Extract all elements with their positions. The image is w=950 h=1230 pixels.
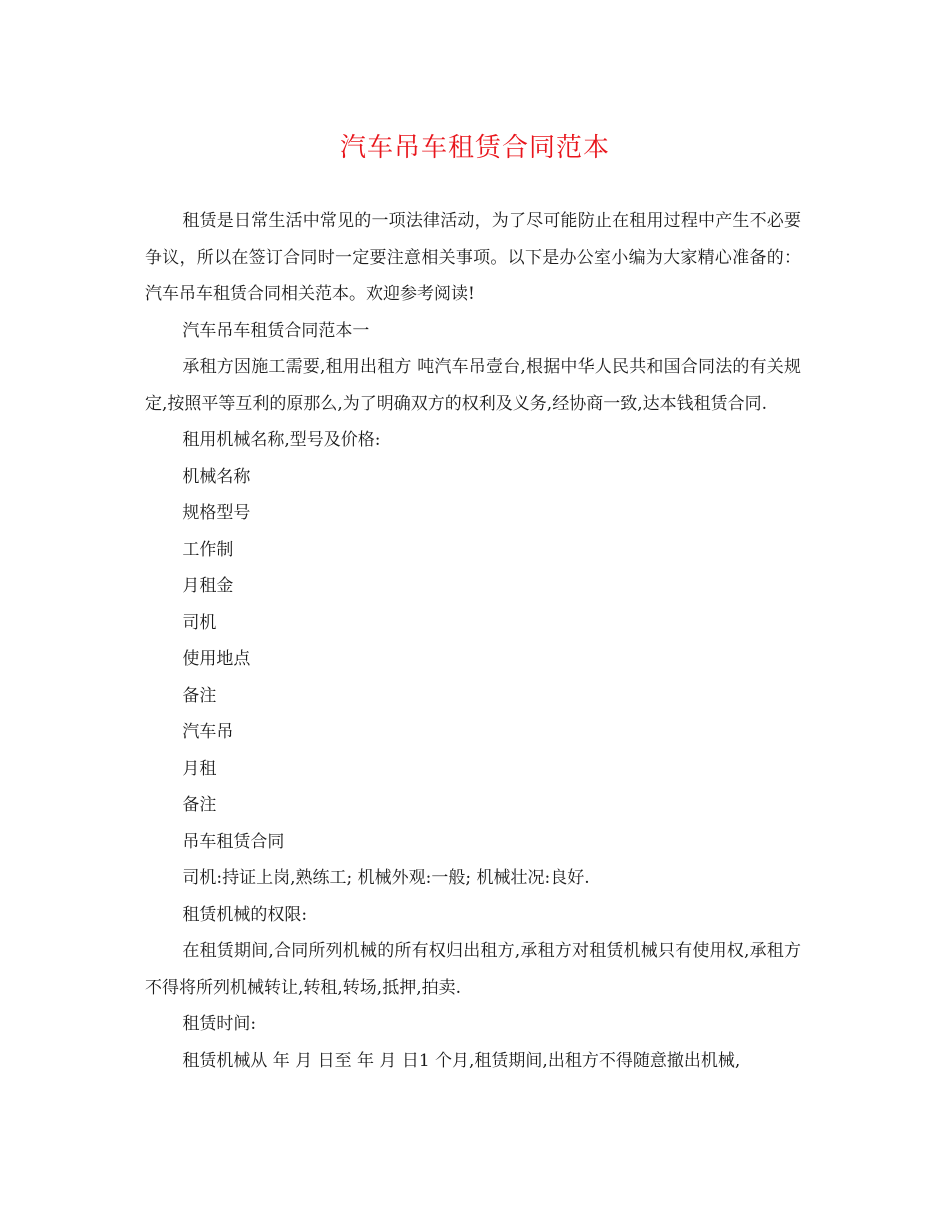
paragraph-crane-contract: 吊车租赁合同 bbox=[182, 831, 285, 852]
paragraph-monthly: 月租 bbox=[182, 758, 217, 779]
paragraph-rights: 在租赁期间,合同所列机械的所有权归出租方,承租方对租赁机械只有使用权,承租方不得将所列机械转让,转租,转场,抵押,拍卖. bbox=[145, 941, 801, 998]
paragraph-machine-info-heading: 租用机械名称,型号及价格: bbox=[182, 430, 381, 450]
paragraph-remarks: 备注 bbox=[182, 685, 217, 706]
paragraph-time: 租赁机械从 年 月 日至 年 月 日1 个月,租赁期间,出租方不得随意撤出机械, bbox=[182, 1050, 741, 1071]
paragraph-monthly-rent: 月租金 bbox=[182, 576, 234, 596]
paragraph-section-heading: 汽车吊车租赁合同范本一 bbox=[182, 320, 370, 341]
document-title: 汽车吊车租赁合同范本 bbox=[339, 133, 610, 163]
paragraph-driver-condition: 司机:持证上岗,熟练工; 机械外观:一般; 机械壮况:良好. bbox=[182, 868, 590, 888]
paragraph-preamble: 承租方因施工需要,租用出租方 吨汽车吊壹台,根据中华人民共和国合同法的有关规定,按照平等互利的原那么,为了明确双方的权利及义务,经协商一致,达本钱租赁合同. bbox=[145, 357, 801, 414]
paragraph-rights-heading: 租赁机械的权限: bbox=[182, 904, 308, 925]
paragraph-intro: 租赁是日常生活中常见的一项法律活动，为了尽可能防止在租用过程中产生不必要争议，所以在签订合同时一定要注意相关事项。以下是办公室小编为大家精心准备的：汽车吊车租赁合同相关范本。欢迎参考阅读! bbox=[145, 211, 801, 304]
document-body bbox=[145, 203, 801, 1079]
paragraph-time-heading: 租赁时间: bbox=[182, 1014, 257, 1034]
paragraph-location: 使用地点 bbox=[182, 649, 251, 669]
paragraph-truck-crane: 汽车吊 bbox=[182, 722, 234, 742]
paragraph-remarks-2: 备注 bbox=[182, 795, 217, 815]
paragraph-driver: 司机 bbox=[182, 612, 217, 633]
paragraph-machine-name: 机械名称 bbox=[182, 466, 251, 487]
paragraph-work-schedule: 工作制 bbox=[182, 539, 234, 560]
paragraph-spec-model: 规格型号 bbox=[182, 503, 251, 523]
